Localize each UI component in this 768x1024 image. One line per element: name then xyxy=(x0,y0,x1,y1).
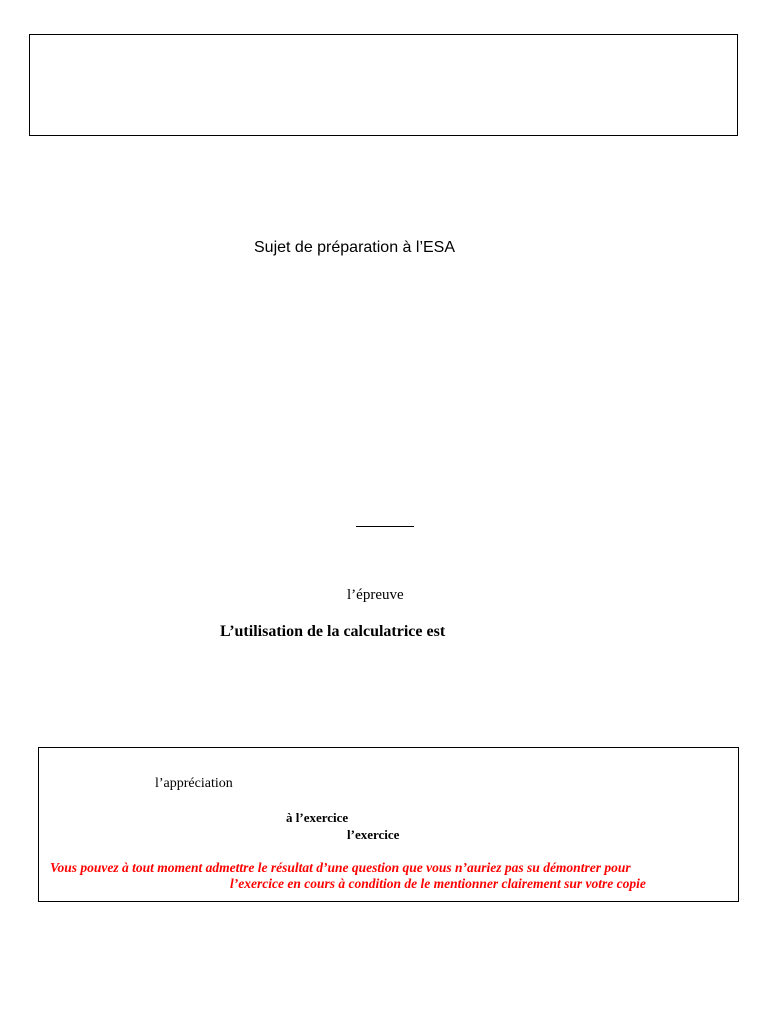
document-title: Sujet de préparation à l’ESA xyxy=(254,239,456,256)
calculator-text: L’utilisation de la calculatrice est xyxy=(220,623,446,640)
separator-line xyxy=(356,526,414,527)
epreuve-text: l’épreuve xyxy=(347,587,404,603)
header-box xyxy=(29,34,738,136)
exercise-line-1: à l’exercice xyxy=(286,810,349,825)
notice-line-1: Vous pouvez à tout moment admettre le résultat d’une question que vous n’auriez pas su démontrer pour xyxy=(50,860,631,875)
exercise-line-2: l’exercice xyxy=(347,827,400,842)
appreciation-text: l’appréciation xyxy=(155,776,233,791)
notice-line-2: l’exercice en cours à condition de le mentionner clairement sur votre copie xyxy=(230,876,646,891)
